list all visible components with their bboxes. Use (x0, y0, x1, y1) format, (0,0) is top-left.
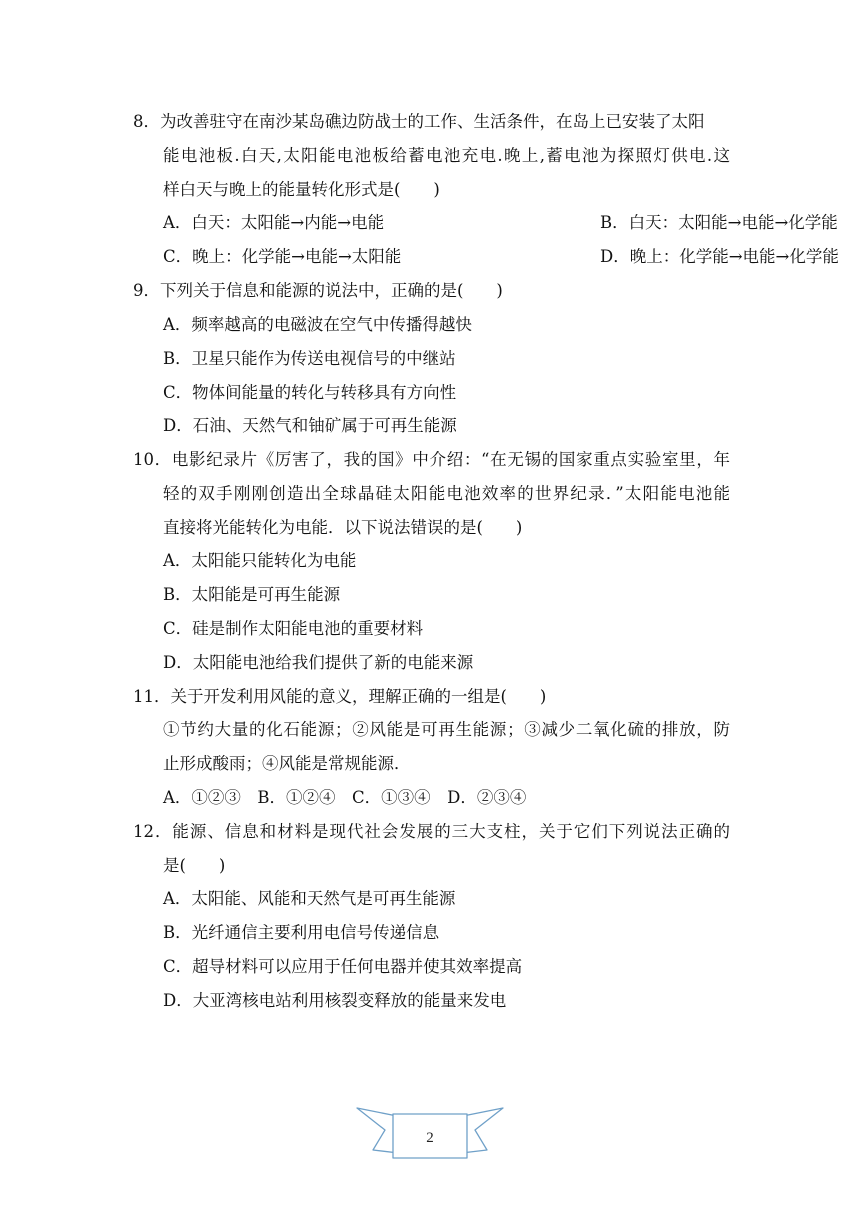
option-b: B．卫星只能作为传送电视信号的中继站 (163, 349, 456, 368)
question-text-line: 样白天与晚上的能量转化形式是( ) (163, 180, 440, 199)
option-b: B．光纤通信主要利用电信号传递信息 (163, 923, 440, 942)
option-c: C．硅是制作太阳能电池的重要材料 (163, 619, 424, 638)
option-b: B．白天：太阳能→电能→化学能 (600, 213, 838, 232)
question-text-line: 11．关于开发利用风能的意义，理解正确的一组是( ) (133, 687, 547, 706)
page-number-ribbon (355, 1104, 505, 1166)
option-d: D．晚上：化学能→电能→化学能 (600, 247, 839, 266)
option-a: A．太阳能、风能和天然气是可再生能源 (163, 889, 456, 908)
option-d: D．太阳能电池给我们提供了新的电能来源 (163, 653, 474, 672)
option-row (163, 213, 838, 233)
question-text-line: 止形成酸雨；④风能是常规能源． (163, 754, 411, 773)
option-d: D．石油、天然气和铀矿属于可再生能源 (163, 416, 457, 435)
question-text-line: 8．为改善驻守在南沙某岛礁边防战士的工作、生活条件，在岛上已安装了太阳 (133, 112, 705, 131)
question-text-line: 直接将光能转化为电能．以下说法错误的是( ) (163, 518, 523, 537)
option-d: D．大亚湾核电站利用核裂变释放的能量来发电 (163, 991, 507, 1010)
question-text-line: 是( ) (163, 856, 226, 875)
option-c: C．超导材料可以应用于任何电器并使其效率提高 (163, 957, 523, 976)
question-text-line: ①节约大量的化石能源；②风能是可再生能源；③减少二氧化硫的排放，防 (163, 720, 730, 739)
question-text-line: 10．电影纪录片《厉害了，我的国》中介绍：“在无锡的国家重点实验室里，年 (133, 450, 730, 469)
option-row (163, 247, 839, 267)
question-text-line: 轻的双手刚刚创造出全球晶硅太阳能电池效率的世界纪录．”太阳能电池能 (163, 484, 730, 503)
question-text-line: 12．能源、信息和材料是现代社会发展的三大支柱，关于它们下列说法正确的 (133, 822, 730, 841)
option-c: C．晚上：化学能→电能→太阳能 (163, 247, 402, 266)
option-row: A．①②③ B．①②④ C．①③④ D．②③④ (163, 788, 527, 807)
option-a: A．频率越高的电磁波在空气中传播得越快 (163, 315, 472, 334)
option-a: A．太阳能只能转化为电能 (163, 551, 357, 570)
question-text-line: 能电池板.白天,太阳能电池板给蓄电池充电.晚上,蓄电池为探照灯供电.这 (163, 146, 730, 165)
question-text-line: 9．下列关于信息和能源的说法中，正确的是( ) (133, 281, 503, 300)
option-a: A．白天：太阳能→内能→电能 (163, 213, 385, 232)
page-number: 2 (426, 1130, 434, 1146)
option-b: B．太阳能是可再生能源 (163, 585, 341, 604)
option-c: C．物体间能量的转化与转移具有方向性 (163, 383, 457, 402)
